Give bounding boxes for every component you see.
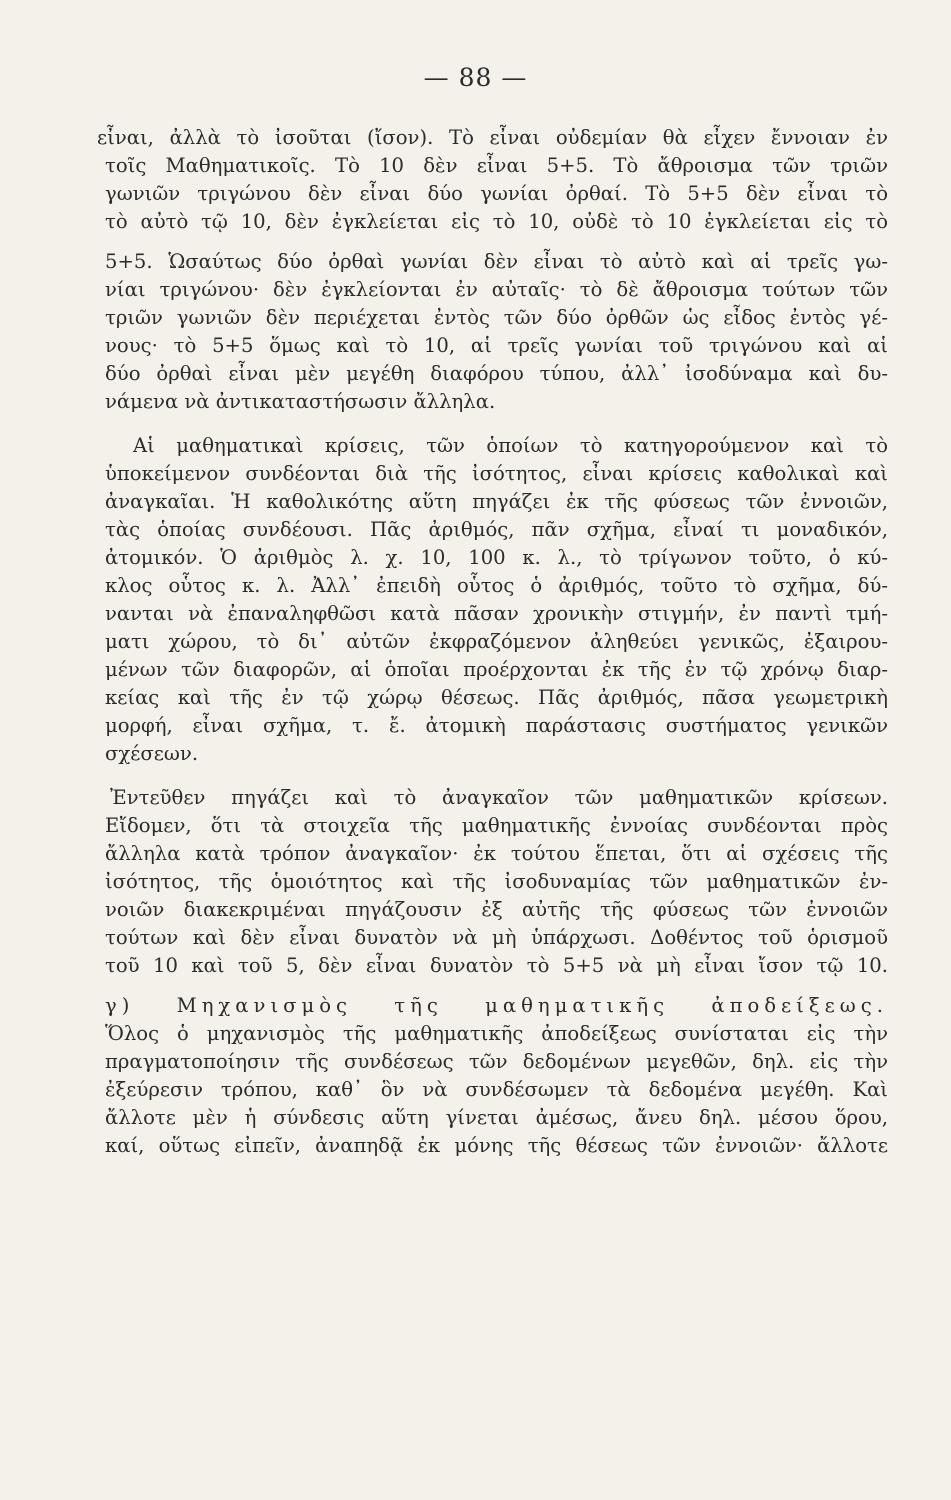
text-line: σχέσεων. [105, 742, 199, 765]
text-line: ὑποκείμενον συνδέονται διὰ τῆς ἰσότητος, εἶναι κρίσεις καθολικαὶ καὶ [105, 462, 888, 485]
text-line: τριῶν γωνιῶν δὲν περιέχεται ἐντὸς τῶν δύο ὀρθῶν ὡς εἶδος ἐντὸς γέ- [105, 306, 888, 329]
text-line: Εἴδομεν, ὅτι τὰ στοιχεῖα τῆς μαθηματικῆς ἐννοίας συνδέονται πρὸς [105, 814, 888, 837]
text-line: τὰς ὁποίας συνδέουσι. Πᾶς ἀριθμός, πᾶν σχῆμα, εἶναί τι μοναδικόν, [105, 518, 888, 541]
section-heading: γ) Μηχανισμὸς τῆς μαθηματικῆς ἀποδείξεως. [105, 994, 888, 1017]
text-line: νους· τὸ 5+5 ὅμως καὶ τὸ 10, αἱ τρεῖς γωνίαι τοῦ τριγώνου καὶ αἱ [105, 334, 888, 357]
text-line: τὸ αὐτὸ τῷ 10, δὲν ἐγκλείεται εἰς τὸ 10, οὐδὲ τὸ 10 ἐγκλείεται εἰς τὸ [105, 210, 888, 233]
text-line: καί, οὕτως εἰπεῖν, ἀναπηδᾷ ἐκ μόνης τῆς θέσεως τῶν ἐννοιῶν· ἄλλοτε [105, 1134, 888, 1157]
text-line: ἐξεύρεσιν τρόπου, καθ᾽ ὃν νὰ συνδέσωμεν τὰ δεδομένα μεγέθη. Καὶ [105, 1078, 888, 1101]
text-line: 5+5. Ὡσαύτως δύο ὀρθαὶ γωνίαι δὲν εἶναι τὸ αὐτὸ καὶ αἱ τρεῖς γω- [105, 250, 888, 273]
text-line: μορφή, εἶναι σχῆμα, τ. ἔ. ἀτομικὴ παράστασις συστήματος γενικῶν [105, 714, 888, 737]
text-line: νίαι τριγώνου· δὲν ἐγκλείονται ἐν αὐταῖς· τὸ δὲ ἄθροισμα τούτων τῶν [105, 278, 888, 301]
text-line: πραγματοποίησιν τῆς συνδέσεως τῶν δεδομένων μεγεθῶν, δηλ. εἰς τὴν [105, 1050, 888, 1073]
text-line: ἄλληλα κατὰ τρόπον ἀναγκαῖον· ἐκ τούτου ἕπεται, ὅτι αἱ σχέσεις τῆς [105, 842, 888, 865]
text-line: Ὅλος ὁ μηχανισμὸς τῆς μαθηματικῆς ἀποδείξεως συνίσταται εἰς τὴν [105, 1022, 888, 1045]
text-line: ἰσότητος, τῆς ὁμοιότητος καὶ τῆς ἰσοδυναμίας τῶν μαθηματικῶν ἐν- [105, 870, 888, 893]
text-line: μένων τῶν διαφορῶν, αἱ ὁποῖαι προέρχονται ἐκ τῆς ἐν τῷ χρόνῳ διαρ- [105, 658, 888, 681]
text-line: κείας καὶ τῆς ἐν τῷ χώρῳ θέσεως. Πᾶς ἀριθμός, πᾶσα γεωμετρικὴ [105, 686, 888, 709]
text-line: τοῦ 10 καὶ τοῦ 5, δὲν εἶναι δυνατὸν τὸ 5+5 νὰ μὴ εἶναι ἴσον τῷ 10. [105, 954, 888, 977]
text-line: νοιῶν διακεκριμέναι πηγάζουσιν ἐξ αὐτῆς τῆς φύσεως τῶν ἐννοιῶν [105, 898, 888, 921]
text-line: ἀτομικόν. Ὁ ἀριθμὸς λ. χ. 10, 100 κ. λ., τὸ τρίγωνον τοῦτο, ὁ κύ- [105, 546, 888, 569]
text-line: ἀναγκαῖαι. Ἡ καθολικότης αὕτη πηγάζει ἐκ τῆς φύσεως τῶν ἐννοιῶν, [105, 490, 888, 513]
text-line: δύο ὀρθαὶ εἶναι μὲν μεγέθη διαφόρου τύπου, ἀλλ᾽ ἰσοδύναμα καὶ δυ- [105, 362, 888, 385]
text-line: ματι χώρου, τὸ δι᾽ αὐτῶν ἐκφραζόμενον ἀληθεύει γενικῶς, ἐξαιρου- [105, 630, 888, 653]
text-line: νανται νὰ ἐπαναληφθῶσι κατὰ πᾶσαν χρονικὴν στιγμήν, ἐν παντὶ τμή- [105, 602, 888, 625]
text-line: εἶναι, ἀλλὰ τὸ ἰσοῦται (ἴσον). Τὸ εἶναι οὐδεμίαν θὰ εἶχεν ἔννοιαν ἐν [97, 126, 888, 149]
page-number: — 88 — [423, 63, 528, 92]
text-line: Ἐντεῦθεν πηγάζει καὶ τὸ ἀναγκαῖον τῶν μαθηματικῶν κρίσεων. [110, 786, 888, 809]
text-line: γωνιῶν τριγώνου δὲν εἶναι δύο γωνίαι ὀρθαί. Τὸ 5+5 δὲν εἶναι τὸ [105, 182, 888, 205]
text-line: τούτων καὶ δὲν εἶναι δυνατὸν νὰ μὴ ὑπάρχωσι. Δοθέντος τοῦ ὁρισμοῦ [105, 926, 888, 949]
text-line: κλος οὗτος κ. λ. Ἀλλ᾽ ἐπειδὴ οὗτος ὁ ἀριθμός, τοῦτο τὸ σχῆμα, δύ- [105, 574, 888, 597]
text-line: νάμενα νὰ ἀντικαταστήσωσιν ἄλληλα. [105, 390, 496, 413]
text-line: Αἱ μαθηματικαὶ κρίσεις, τῶν ὁποίων τὸ κατηγορούμενον καὶ τὸ [133, 434, 888, 457]
text-line: τοῖς Μαθηματικοῖς. Τὸ 10 δὲν εἶναι 5+5. Τὸ ἄθροισμα τῶν τριῶν [105, 154, 888, 177]
text-line: ἄλλοτε μὲν ἡ σύνδεσις αὕτη γίνεται ἀμέσως, ἄνευ δηλ. μέσου ὅρου, [105, 1106, 888, 1129]
